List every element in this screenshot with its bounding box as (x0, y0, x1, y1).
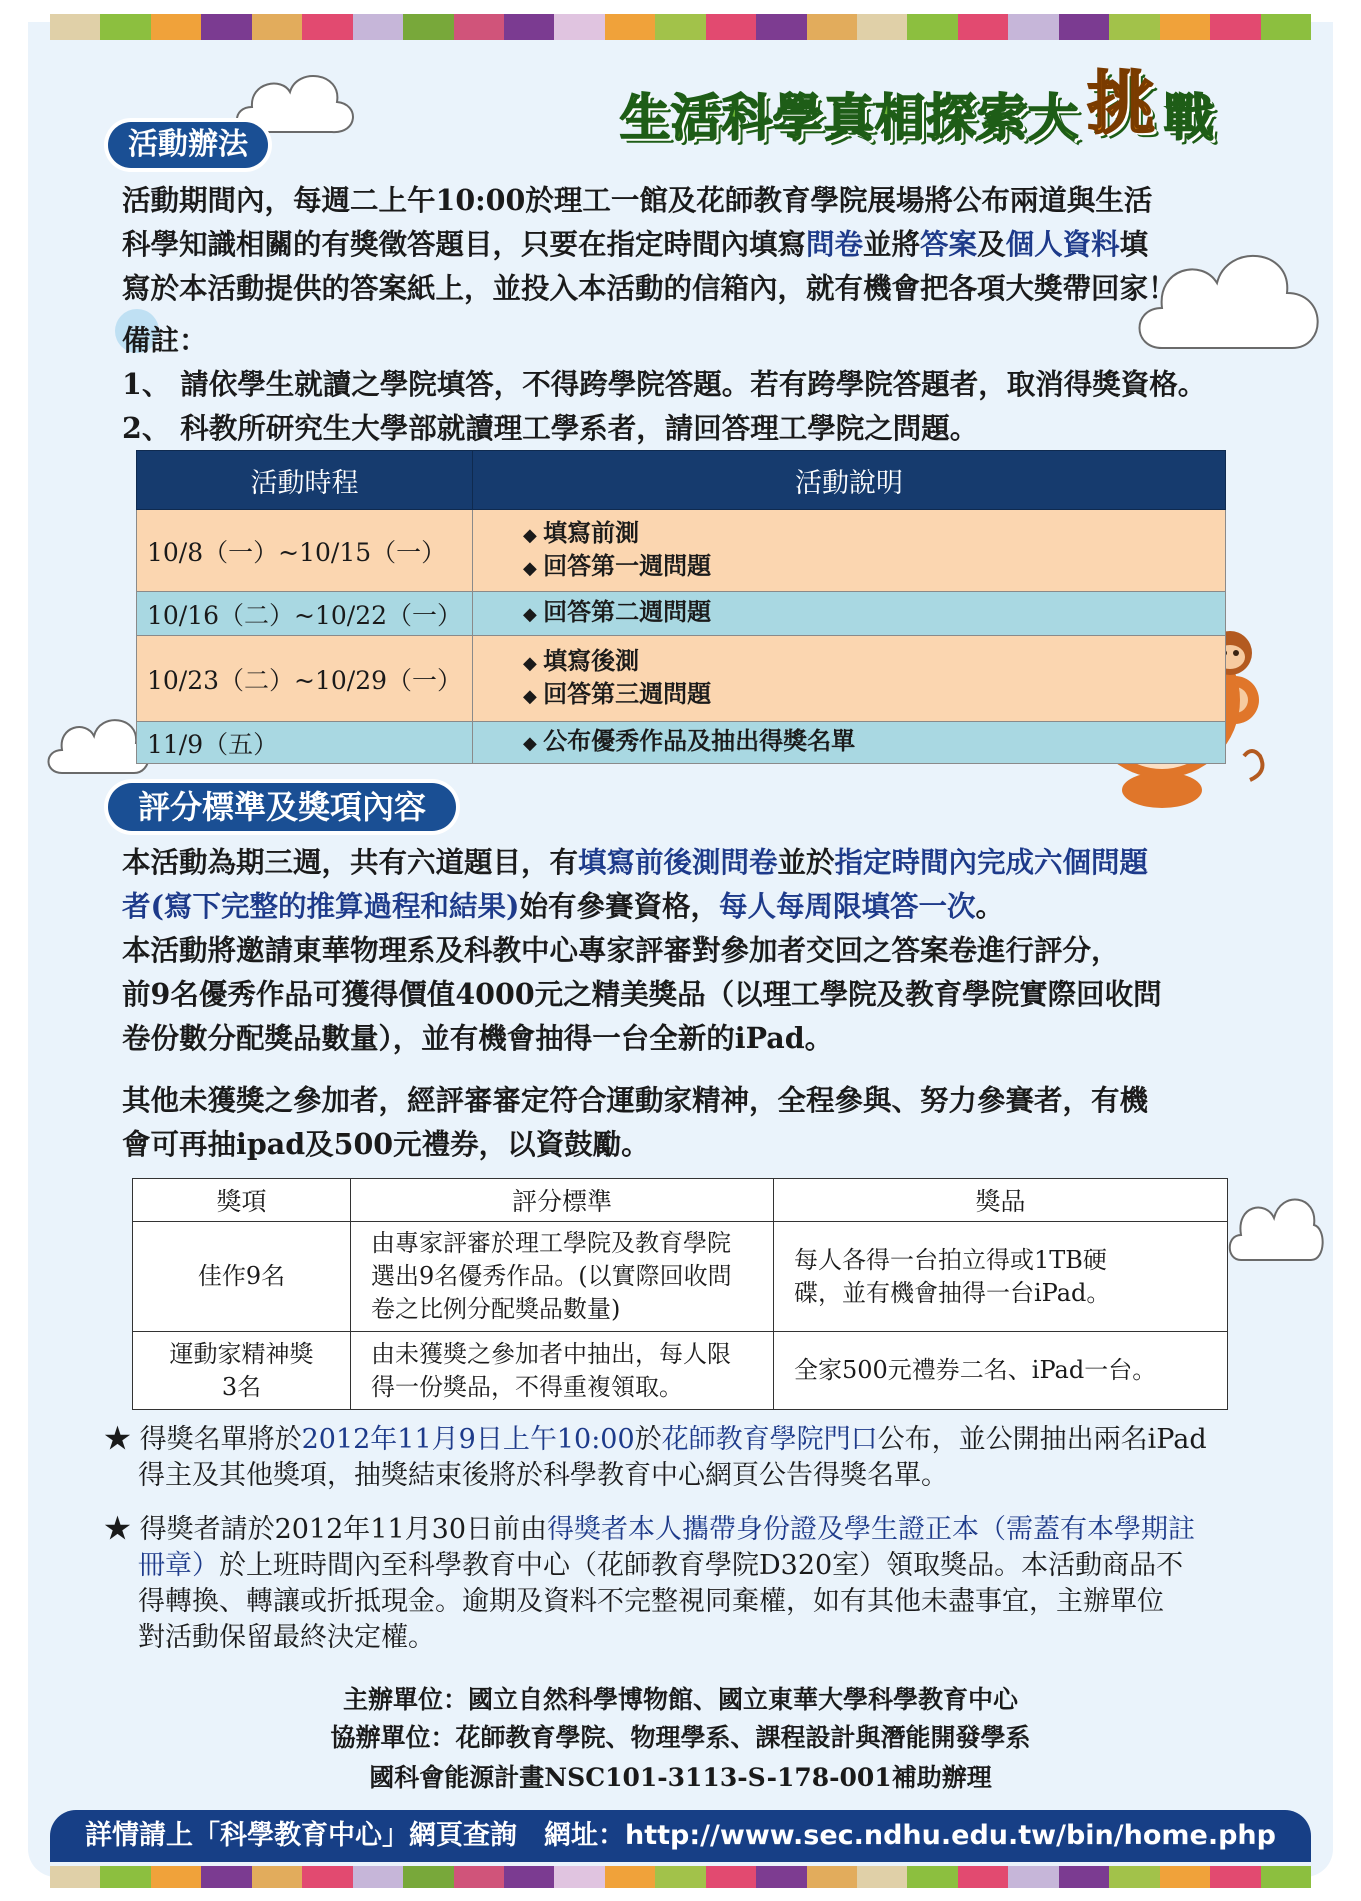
stripe-segment (706, 1866, 756, 1888)
stripe-segment (907, 1866, 957, 1888)
stripe-segment (50, 1866, 100, 1888)
stripe-segment (454, 1866, 504, 1888)
stripe-segment (403, 1866, 453, 1888)
host-organizers: 主辦單位：國立自然科學博物館、國立東華大學科學教育中心 (342, 1685, 1018, 1714)
section-scoring-label: 評分標準及獎項內容 (108, 783, 456, 831)
stripe-segment (1210, 14, 1260, 40)
section-activity-rules-label: 活動辦法 (108, 122, 268, 168)
stripe-segment (605, 1866, 655, 1888)
stripe-segment (353, 1866, 403, 1888)
stripe-segment (1160, 14, 1210, 40)
stripe-segment (807, 14, 857, 40)
footer-banner: 詳情請上「科學教育中心」網頁查詢 網址：http://www.sec.ndhu.edu.tw/bin/home.php (50, 1810, 1311, 1862)
stripe-segment (1261, 14, 1311, 40)
table-row: 運動家精神獎 3名 由未獲獎之參加者中抽出，每人限 得一份獎品，不得重複領取。 全家500元禮券二名、iPad一台。 (133, 1332, 1228, 1410)
stripe-segment (807, 1866, 857, 1888)
stripe-segment (1008, 1866, 1058, 1888)
prize-header-criteria: 評分標準 (351, 1179, 774, 1222)
stripe-segment (201, 14, 251, 40)
stripe-segment (454, 14, 504, 40)
table-row: 11/9（五） ◆ 公布優秀作品及抽出得獎名單 (137, 722, 1226, 764)
stripe-segment (1109, 14, 1159, 40)
stripe-segment (1059, 14, 1109, 40)
stripe-segment (403, 14, 453, 40)
prize-header-award: 獎項 (133, 1179, 351, 1222)
stripe-segment (100, 14, 150, 40)
table-row: 佳作9名 由專家評審於理工學院及教育學院 選出9名優秀作品。(以實際回收問 卷之比例分配獎品數量) 每人各得一台拍立得或1TB硬 碟，並有機會抽得一台iPad。 (133, 1222, 1228, 1332)
poster-title: 生活科學真相探索大 挑 戰 (620, 65, 1216, 147)
stripe-segment (201, 1866, 251, 1888)
stripe-segment (1059, 1866, 1109, 1888)
announcement-claim: ★ 得獎者請於2012年11月30日前由得獎者本人攜帶身份證及學生證正本（需蓋有本學期註 冊章）於上班時間內至科學教育中心（花師教育學院D320室）領取獎品。本活動商品不 得轉換、轉讓或折抵現金。逾期及資料不完整視同棄權，如有其他未盡事宜，主辦單位 對活動保留最終決定權。 (104, 1514, 1196, 1653)
stripe-segment (1261, 1866, 1311, 1888)
stripe-segment (1160, 1866, 1210, 1888)
stripe-segment (655, 14, 705, 40)
stripe-segment (857, 14, 907, 40)
stripe-segment (302, 1866, 352, 1888)
stripe-segment (857, 1866, 907, 1888)
prize-header-prize: 獎品 (774, 1179, 1228, 1222)
website-link[interactable]: http://www.sec.ndhu.edu.tw/bin/home.php (625, 1820, 1276, 1851)
stripe-segment (100, 1866, 150, 1888)
stripe-segment (1008, 14, 1058, 40)
table-row: 10/23（二）~10/29（一） ◆ 填寫後測 ◆ 回答第三週問題 (137, 636, 1226, 722)
stripe-segment (504, 1866, 554, 1888)
notes-heading: 備註： (122, 323, 208, 357)
stripe-segment (756, 1866, 806, 1888)
stripe-segment (252, 1866, 302, 1888)
other-participants-paragraph: 其他未獲獎之參加者，經評審審定符合運動家精神，全程參與、努力參賽者，有機 會可再抽ipad及500元禮券，以資鼓勵。 (122, 1083, 1149, 1161)
stripe-segment (554, 14, 604, 40)
stripe-segment (1210, 1866, 1260, 1888)
stripe-segment (302, 14, 352, 40)
stripe-segment (706, 14, 756, 40)
bottom-color-stripe (50, 1866, 1311, 1888)
stripe-segment (907, 14, 957, 40)
stripe-segment (252, 14, 302, 40)
table-row: 10/16（二）~10/22（一） ◆ 回答第二週問題 (137, 592, 1226, 636)
stripe-segment (605, 14, 655, 40)
stripe-segment (655, 1866, 705, 1888)
schedule-header-date: 活動時程 (137, 451, 473, 510)
schedule-header-desc: 活動說明 (473, 451, 1226, 510)
co-organizers: 協辦單位：花師教育學院、物理學系、課程設計與潛能開發學系 (330, 1723, 1031, 1752)
stripe-segment (151, 14, 201, 40)
top-color-stripe (50, 14, 1311, 40)
stripe-segment (1109, 1866, 1159, 1888)
stripe-segment (958, 14, 1008, 40)
funding-note: 國科會能源計畫NSC101-3113-S-178-001補助辦理 (369, 1763, 992, 1792)
prize-table (132, 1178, 1228, 1410)
stripe-segment (958, 1866, 1008, 1888)
stripe-segment (353, 14, 403, 40)
stripe-segment (554, 1866, 604, 1888)
stripe-segment (50, 14, 100, 40)
stripe-segment (756, 14, 806, 40)
intro-paragraph: 活動期間內，每週二上午10:00於理工一館及花師教育學院展場將公布兩道與生活 科學知識相關的有獎徵答題目，只要在指定時間內填寫問卷並將答案及個人資料填 寫於本活動提供的答案紙上，並投入本活動的信箱內，就有機會把各項大獎帶回家！ (122, 183, 1177, 305)
rules-paragraph: 本活動為期三週，共有六道題目，有填寫前後測問卷並於指定時間內完成六個問題 者(寫下完整的推算過程和結果)始有參賽資格，每人每周限填答一次。 本活動將邀請東華物理系及科教中心專家評審對參加者交回之答案卷進行評分， 前9名優秀作品可獲得價值4000元之精美獎品（以理工學院及教育學院實際回收問 卷份數分配獎品數量），並有機會抽得一台全新的iPad。 (122, 845, 1162, 1055)
stripe-segment (504, 14, 554, 40)
announcement-winners: ★ 得獎名單將於2012年11月9日上午10:00於花師教育學院門口公布，並公開抽出兩名iPad 得主及其他獎項，抽獎結束後將於科學教育中心網頁公告得獎名單。 (104, 1424, 1207, 1491)
cloud-icon (1226, 1170, 1326, 1280)
table-row: 10/8（一）~10/15（一） ◆ 填寫前測 ◆ 回答第一週問題 (137, 510, 1226, 592)
notes: 備註： 1、 請依學生就讀之學院填答，不得跨學院答題。若有跨學院答題者，取消得獎資格。 2、 科教所研究生大學部就讀理工學系者，請回答理工學院之問題。 (122, 318, 1206, 450)
stripe-segment (151, 1866, 201, 1888)
schedule-table (136, 450, 1226, 764)
